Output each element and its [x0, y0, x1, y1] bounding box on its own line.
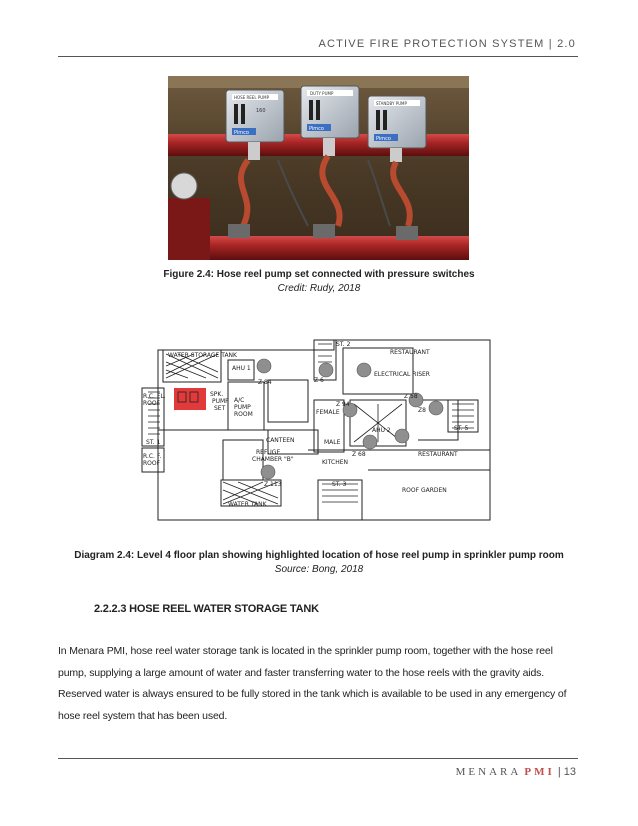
- gauge-brand-3: Pimco: [376, 136, 391, 142]
- gauge-title-2: DUTY PUMP: [310, 91, 334, 96]
- marker-5: [363, 435, 377, 449]
- label-ahu1: AHU 1: [232, 365, 251, 372]
- label-st3: ST. 3: [332, 481, 347, 488]
- footer-brand: MENARA: [455, 766, 522, 778]
- marker-3: [357, 363, 371, 377]
- label-rc-flat-roof-1: R.C. FL.: [143, 393, 166, 400]
- gauge-brand-1: Pimco: [234, 130, 249, 136]
- label-male: MALE: [324, 439, 341, 446]
- gauge-title-3: STANDBY PUMP: [376, 101, 407, 106]
- figure-caption: [0, 269, 638, 280]
- page-number: 13: [563, 766, 576, 778]
- section-paragraph: In Menara PMI, hose reel water storage tank is located in the sprinkler pump room, together with the hose reel pump, supplying a large amount of water and faster transferring water to the hose reels with the gravity aids. Reserved water is always ensured to be fully stored in the tank which is available to be used in any emergency of hose reel system that has been used.: [58, 645, 567, 722]
- marker-2: [319, 363, 333, 377]
- label-spk-3: SET: [214, 405, 226, 412]
- label-roof-2: ROOF: [143, 460, 161, 467]
- diagram-source-text: Source: Bong, 2018: [274, 564, 364, 575]
- label-restaurant-bottom: RESTAURANT: [418, 451, 458, 458]
- label-z68: Z 68: [352, 451, 366, 458]
- figure-caption-text: Figure 2.4: Hose reel pump set connected with pressure switches: [163, 269, 475, 280]
- label-water-storage-tank: WATER STORAGE TANK: [168, 352, 237, 359]
- label-z94: Z 94: [336, 401, 350, 408]
- label-canteen: CANTEEN: [266, 437, 295, 444]
- label-roof-garden: ROOF GARDEN: [402, 487, 447, 494]
- footer-rule: [58, 758, 578, 759]
- label-z113: Z 113: [264, 481, 282, 488]
- label-z58: Z 58: [404, 393, 418, 400]
- marker-9: [261, 465, 275, 479]
- section-heading: 2.2.2.3 HOSE REEL WATER STORAGE TANK: [94, 603, 319, 615]
- label-roof-1: ROOF: [143, 400, 161, 407]
- figure-credit-text: Credit: Rudy, 2018: [277, 283, 361, 294]
- label-spk-1: SPK.: [210, 391, 224, 398]
- label-refuge-1: REFUGE: [256, 449, 281, 456]
- label-electrical-riser: ELECTRICAL RISER: [374, 371, 430, 378]
- label-ac-3: ROOM: [234, 411, 253, 418]
- label-z6: Z 6: [314, 377, 324, 384]
- label-ac-1: A/C: [234, 397, 245, 404]
- label-z28: Z8: [418, 407, 426, 414]
- page-footer: [456, 766, 576, 778]
- label-rc-flat-roof-2: R.C. F.: [143, 453, 162, 460]
- gauge-title-1: HOSE REEL PUMP: [234, 95, 270, 100]
- marker-1: [257, 359, 271, 373]
- gauge-reading: 160: [256, 108, 266, 114]
- marker-6: [395, 429, 409, 443]
- gauge-brand-2: Pimco: [309, 126, 324, 132]
- diagram-caption-text: Diagram 2.4: Level 4 floor plan showing highlighted location of hose reel pump in sprinkler pump room: [74, 550, 564, 561]
- label-ahu2: AHU 2: [372, 427, 391, 434]
- label-ac-2: PUMP: [234, 404, 251, 411]
- label-st1: ST. 1: [146, 439, 161, 446]
- running-header: ACTIVE FIRE PROTECTION SYSTEM | 2.0: [318, 38, 576, 50]
- marker-8: [429, 401, 443, 415]
- floor-plan: [118, 330, 520, 530]
- label-restaurant-top: RESTAURANT: [390, 349, 430, 356]
- diagram-caption: [0, 550, 638, 561]
- footer-separator: |: [557, 766, 561, 778]
- label-female: FEMALE: [316, 409, 340, 416]
- label-st2: ST. 2: [336, 341, 351, 348]
- label-refuge-2: CHAMBER "B": [252, 456, 294, 463]
- footer-pmi: PMI: [524, 766, 555, 778]
- label-st5: ST. 5: [454, 425, 469, 432]
- label-z84: Z 84: [258, 379, 272, 386]
- figure-credit: [0, 283, 638, 294]
- label-spk-2: PUMP: [212, 398, 229, 405]
- label-kitchen: KITCHEN: [322, 459, 348, 466]
- label-water-tank: WATER TANK: [228, 501, 267, 508]
- diagram-source: [0, 564, 638, 575]
- header-rule: [58, 56, 578, 57]
- pump-photo: [168, 76, 469, 260]
